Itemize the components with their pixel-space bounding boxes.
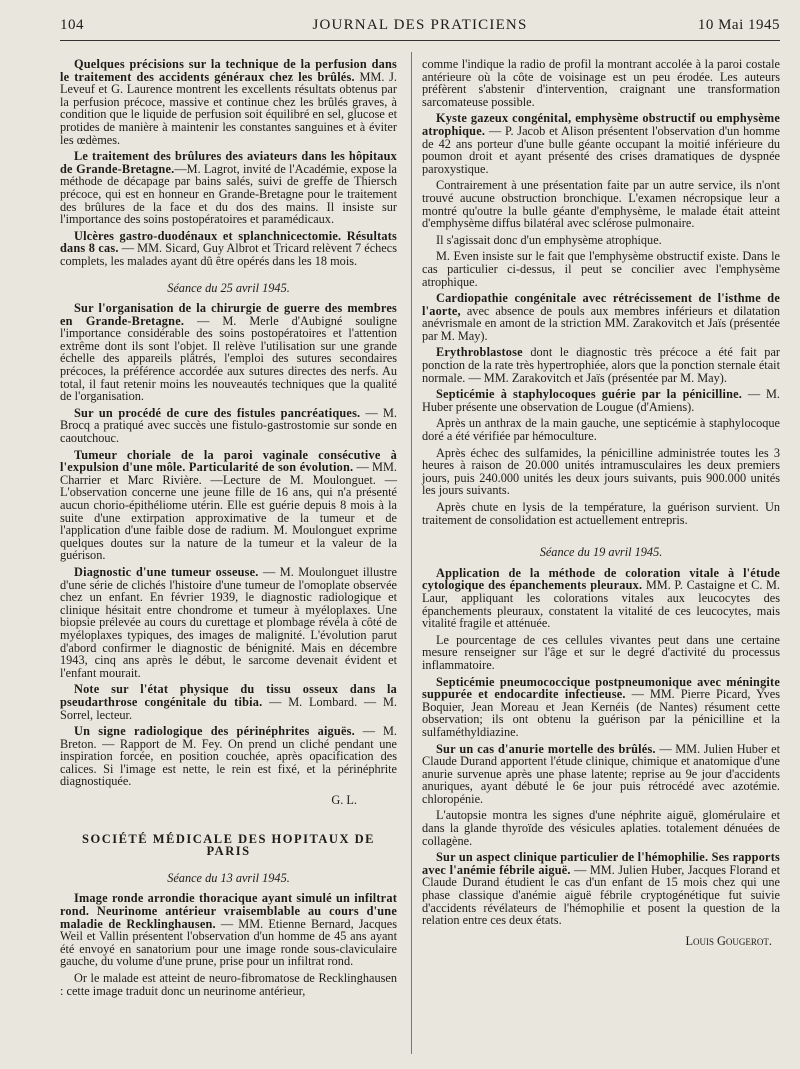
seance-heading: Séance du 19 avril 1945. bbox=[539, 545, 663, 560]
article-pseudarthrose bbox=[60, 683, 397, 721]
article-chirurgie-guerre bbox=[60, 302, 397, 403]
article-body: — M. Moulonguet illustre d'une série de clichés l'histoire d'une tumeur de l'omoplate observée chez un enfant. En février 1939, le diagnostic radiologique et clinique hésitait entre chondrome et tumeur à myéloplaxes. Une biopsie prélevée au cours du curettage et plombage révéla à côté de myéloplaxes typiques, des images de malignité. L'évolution parut d'abord confirmer le diagnostic de bénignité. Mais en décembre 1943, cinq ans après le début, le sarcome devenait évident et l'enfant mourait. bbox=[60, 564, 397, 680]
article-body: — MM. Julien Huber, Jacques Florand et Claude Durand étudient le cas d'un enfant de 15 mois chez qui une phase classique d'anémie aiguë fébrile cryptogénétique fut suivie d'accidents révélateurs de l'hémophilie et posent la question de la relation entre ces deux états. bbox=[422, 862, 780, 928]
article-title: Note sur l'état physique du tissu osseux dans la pseudarthrose congénitale du tibia. bbox=[60, 682, 397, 709]
article-body: MM. P. Castaigne et C. M. Laur, appliquant les colorations vitales aux leucocytes des épanchements pleuraux, constatent la vitalité de ces leucocytes, mais vitalité fragile et atténuée. bbox=[422, 578, 781, 631]
article-perfusion-brules bbox=[60, 58, 397, 146]
article-tumeur-osseuse bbox=[60, 566, 397, 679]
right-column bbox=[422, 58, 780, 951]
article-anurie bbox=[422, 743, 780, 806]
article-title: Cardiopathie congénitale avec rétrécissement de l'isthme de l'aorte, bbox=[422, 291, 780, 318]
article-body: — M. Merle d'Aubigné souligne l'importance considérable des soins postopératoires et l'attention extrême dont ils sont l'objet. Il relève l'utilisation sur une grande échelle des appareils plâtrés, l'emploi des sutures secondaires précoces, la préférence accordée aux sutures directes des nerfs. Au total, il faut retenir moins les nouveautés techniques que la qualité de l'organisation. bbox=[60, 313, 397, 404]
seance-heading: Séance du 13 avril 1945. bbox=[167, 870, 290, 885]
seance-heading: Séance du 25 avril 1945. bbox=[167, 280, 290, 295]
article-title: Sur l'organisation de la chirurgie de guerre des membres en Grande-Bretagne. bbox=[60, 301, 397, 328]
article-body: — MM. Charrier et Marc Rivière. —Lecture de M. Moulonguet. — L'observation concerne une jeune fille de 16 ans, qui n'a présenté aucun chorio-épithéliome utérin. Elle est guérie depuis 8 mois à la suite d'une extirpation approximative de la tumeur et de l'application d'une faible dose de radium. M. Moulonguet exprime quelques doutes sur la nature de la tumeur et la valeur de la guérison. bbox=[60, 460, 397, 563]
column-divider bbox=[411, 52, 412, 1054]
article-title: Diagnostic d'une tumeur osseuse. bbox=[74, 564, 259, 579]
article-paragraph: Il s'agissait donc d'un emphysème atrophique. bbox=[436, 232, 662, 247]
article-ulceres bbox=[60, 230, 397, 268]
article-paragraph: L'autopsie montra les signes d'une néphrite aiguë, glomérulaire et dans la glande thyroïde des vésicules aplaties. totalement dénuées de collagène. bbox=[422, 808, 780, 848]
article-paragraph: Après chute en lysis de la température, la guérison survient. Un traitement de consolidation est actuellement entrepris. bbox=[422, 500, 780, 527]
article-paragraph: Or le malade est atteint de neuro-fibromatose de Recklinghausen : cette image traduit donc un neurinome antérieur, bbox=[60, 971, 397, 998]
article-body: — MM. Julien Huber et Claude Durand apportent l'étude clinique, chimique et anatomique d'une anurie survenue après une phase latente; reprise au 9e jour d'accidents anuriques, ayant débuté le 6e jour puis rétrocédé avec azotémie. chloropénie. bbox=[422, 741, 780, 806]
article-septicemie-pneumo bbox=[422, 676, 780, 739]
article-body: — MM. Pierre Picard, Yves Boquier, Jean Moreau et Jean Kernéis (de Nantes) résument cette observation; ils ont obtenu la guérison par la pénicilline et la sulfaméthyldiazine. bbox=[422, 687, 781, 739]
article-body: — M. Breton. — Rapport de M. Fey. On prend un cliché pendant une inspiration forcée, en position couchée, après opacification des calices. Si l'image est nette, le rein est fixé, et la périnéphrite diagnostiquée. bbox=[60, 724, 397, 789]
journal-title: JOURNAL DES PRATICIENS bbox=[312, 17, 528, 33]
article-erythroblastose bbox=[422, 346, 780, 384]
article-body: — MM. Sicard, Guy Albrot et Tricard relèvent 7 échecs complets, les malades ayant dû être opérés dans les 18 mois. bbox=[60, 241, 397, 268]
article-title: Sur un cas d'anurie mortelle des brûlés. bbox=[436, 741, 656, 756]
article-paragraph: Après un anthrax de la main gauche, une septicémie à staphylocoque doré a été vérifiée par hémoculture. bbox=[422, 416, 780, 444]
article-title: Septicémie pneumococcique postpneumonique avec méningite suppurée et endocardite infectieuse. bbox=[422, 674, 780, 702]
article-body: — P. Jacob et Alison présentent l'observation d'un homme de 42 ans porteur d'une bulle géante occupant la moitié inférieure du poumon droit et ayant présenté des crises dramatiques de dyspnée paroxystique. bbox=[422, 123, 780, 176]
article-title: Application de la méthode de coloration vitale à l'étude cytologique des épanchements pleuraux. bbox=[422, 565, 780, 593]
article-body: — M. Lombard. — M. Sorrel, lecteur. bbox=[60, 694, 397, 722]
left-column bbox=[60, 58, 397, 1001]
article-title: Erythroblastose bbox=[436, 345, 523, 360]
article-paragraph: Contrairement à une présentation faite par un autre service, ils n'ont trouvé aucune obstruction bronchique. L'examen nécropsique leur a montré qu'outre la bulle géante d'emphysème, le malade était atteint d'emphysème diffus bilatéral avec sclérose pulmonaire. bbox=[422, 178, 780, 231]
article-continuation: comme l'indique la radio de profil la montrant accolée à la paroi costale antérieure où la côte de voisinage est un peu érodée. Les auteurs préfèrent s'abstenir d'intervention, craignant une transformation sarcomateuse possible. bbox=[422, 57, 780, 109]
article-septicemie-staph bbox=[422, 388, 780, 413]
article-title: Quelques précisions sur la technique de la perfusion dans le traitement des accidents généraux chez les brûlés. bbox=[60, 57, 397, 84]
article-tumeur-choriale bbox=[60, 449, 397, 562]
page-header bbox=[60, 13, 780, 35]
article-title: Le traitement des brûlures des aviateurs dans les hôpitaux de Grande-Bretagne. bbox=[60, 149, 397, 176]
article-body: avec absence de pouls aux membres inférieurs et dilatation anévrismale en amont de la striction MM. Zarakovitch et Jaïs (présentée par M. May). bbox=[422, 303, 780, 343]
article-paragraph: M. Even insiste sur le fait que l'emphysème obstructif existe. Dans le cas particulier ci-dessus, il peut se concilier avec l'emphysème atrophique. bbox=[422, 249, 780, 289]
article-title: Un signe radiologique des périnéphrites aiguës. bbox=[74, 724, 355, 739]
article-body: — M. Brocq a pratiqué avec succès une fistulo-gastrostomie sur sonde en caoutchouc. bbox=[60, 405, 397, 446]
article-title: Ulcères gastro-duodénaux et splanchnicectomie. Résultats dans 8 cas. bbox=[60, 228, 397, 256]
header-rule bbox=[60, 40, 780, 41]
article-title: Tumeur choriale de la paroi vaginale consécutive à l'expulsion d'une môle. Particularité de son évolution. bbox=[60, 447, 397, 475]
article-body: —M. Lagrot, invité de l'Académie, expose la méthode de décapage par bains salés, suivi de greffe de Thiersch précoce, qui est en honneur en Grande-Bretagne pour le traitement des brûlures de la face et du dos des mains. Il insiste sur l'importance des soins postopératoires et paramédicaux. bbox=[60, 161, 397, 227]
article-hemophilie bbox=[422, 851, 780, 927]
article-title: Septicémie à staphylocoques guérie par la pénicilline. bbox=[436, 387, 743, 402]
society-heading: SOCIÉTÉ MÉDICALE DES HOPITAUX DE PARIS bbox=[82, 831, 375, 859]
article-image-ronde bbox=[60, 892, 397, 968]
article-fistules bbox=[60, 407, 397, 445]
author-signature: G. L. bbox=[331, 793, 357, 808]
issue-date: 10 Mai 1945 bbox=[697, 17, 780, 33]
article-cardiopathie bbox=[422, 292, 780, 342]
article-brulures-aviateurs bbox=[60, 150, 397, 226]
article-body: MM. J. Leveuf et G. Laurence montrent les excellents résultats obtenus par la perfusion précoce, massive et continue chez les brûlés graves, à condition que le liquide de perfusion soit équilibré en sel, glucose et protides de manière à maintenir les constantes sanguines et à éviter les œdèmes. bbox=[60, 69, 398, 147]
article-perinephrites bbox=[60, 725, 397, 788]
article-coloration-vitale bbox=[422, 567, 780, 630]
article-title: Kyste gazeux congénital, emphysème obstructif ou emphysème atrophique. bbox=[422, 111, 780, 138]
article-paragraph: Après échec des sulfamides, la pénicilline administrée toutes les 3 heures à raison de 20.000 unités intramusculaires les deux premiers jours, puis 240.000 unités les deux jours suivants, puis 900.000 unités les jours suivants. bbox=[422, 445, 780, 498]
page-number: 104 bbox=[60, 17, 84, 33]
article-paragraph: Le pourcentage de ces cellules vivantes peut dans une certaine mesure renseigner sur l'âge et sur le degré d'activité du processus inflammatoire. bbox=[422, 632, 780, 672]
author-signature: Louis Gougerot. bbox=[685, 933, 772, 948]
article-title: Sur un procédé de cure des fistules pancréatiques. bbox=[74, 405, 361, 420]
article-kyste-gazeux bbox=[422, 112, 780, 175]
article-body: — M. Huber présente une observation de Lougue (d'Amiens). bbox=[422, 387, 780, 414]
article-title: Sur un aspect clinique particulier de l'hémophilie. Ses rapports avec l'anémie fébrile aiguë. bbox=[422, 850, 780, 877]
article-body: — MM. Etienne Bernard, Jacques Weil et Vallin présentent l'observation d'un homme de 45 ans ayant été envoyé en sanatorium pour une image ronde sous-claviculaire gauche, du volume d'une prune, prise pour un infiltrat rond. bbox=[60, 916, 397, 969]
article-title: Image ronde arrondie thoracique ayant simulé un infiltrat rond. Neurinome antérieur vraisemblable au cours d'une maladie de Recklinghausen. bbox=[60, 891, 397, 931]
article-body: dont le diagnostic très précoce a été fait par ponction de la rate très hypertrophiée, alors que la ponction sternale était normale. — MM. Zarakovitch et Jaïs (présentée par M. May). bbox=[422, 345, 780, 385]
